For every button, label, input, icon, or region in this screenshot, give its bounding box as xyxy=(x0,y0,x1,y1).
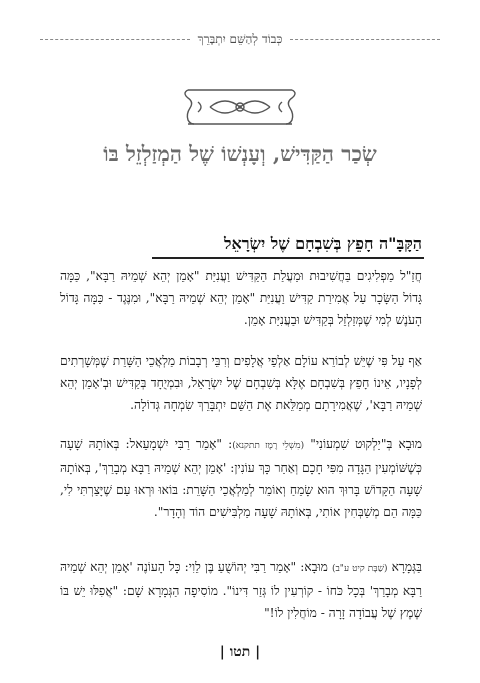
section-heading-underline xyxy=(152,257,424,259)
running-header xyxy=(40,31,440,49)
paragraph-3-source-ref: (מִשְׁלֵי רֶמֶז תתקנא) xyxy=(232,441,305,451)
paragraph-4 xyxy=(60,556,422,624)
page-number: | תטו | xyxy=(219,644,261,660)
paragraph-2: אַף עַל פִּי שֶׁיֵּשׁ לְבוֹרֵא עוֹלָם אַלְפֵי אֲלָפִים וְרִבֵּי רְבָבוֹת מַלְאֲכֵי הַשָּׁרֵת שֶׁמְּשָׁרְתִים לְפָנָיו, אֵינוֹ חָפֵץ בְּשִׁבְחָם אֶלָּא בְּשִׁבְחָם שֶׁל יִשְׂרָאֵל, וּבִמְיֻחָד בְּקַדִּישׁ וּבְ'אָמֵן יְהֵא שְׁמֵיהּ רַבָּא', שֶׁאֲמִירָתָם מְמַלֵּאת אֶת הַשֵּׁם יִתְבָּרֵךְ שִׂמְחָה גְּדוֹלָה. xyxy=(60,354,422,412)
header-title: כְּבוֹד לְהַשֵּׁם יִתְבָּרֵךְ xyxy=(197,32,283,46)
paragraph-1: חֲזַ"ל מַפְלִיגִים בַּחֲשִׁיבוּת וּמַעֲלַת הַקַּדִּישׁ וַעֲנִיַּת "אָמֵן יְהֵא שְׁמֵיהּ רַבָּא", כַּמָּה גָּדוֹל הַשָּׂכָר עַל אֲמִירַת קַדִּישׁ וַעֲנִיַּת "אָמֵן יְהֵא שְׁמֵיהּ רַבָּא", וּמִנֶּגֶד - כַּמָּה גָּדוֹל הָעֹנֶשׁ לְמִי שֶׁמְּזַלְזֵל בְּקַדִּישׁ וּבַעֲנִיַּת אָמֵן. xyxy=(60,269,422,327)
section-heading: הַקָּבָּ"ה חָפֵץ בְּשִׁבְחָם שֶׁל יִשְׂרָאֵל xyxy=(224,234,422,253)
paragraph-4-lead: בַּגְּמָרָא xyxy=(387,560,423,574)
paragraph-4-body: מוּבָא: "אָמַר רַבִּי יְהוֹשֻׁעַ בֶּן לֵוִי: כָּל הָעוֹנֶה 'אָמֵן יְהֵא שְׁמֵיהּ רַבָּא מְבָרַךְ' בְּכָל כֹּחוֹ - קוֹרְעִין לוֹ גְּזַר דִּינוֹ". מוֹסִיפָה הַגְּמָרָא שָׁם: "אֲפִלּוּ יֵשׁ בּוֹ שֶׁמֶץ שֶׁל עֲבוֹדָה זָרָה - מוֹחֲלִין לוֹ!" xyxy=(60,560,422,620)
decorative-ornament xyxy=(180,80,300,134)
header-divider-right xyxy=(290,39,440,40)
paragraph-3 xyxy=(60,433,422,523)
header-divider-left xyxy=(40,39,190,40)
chapter-title: שְׂכַר הַקַּדִּישׁ, וְעָנְשׁוֹ שֶׁל הַמְזַלְזֵל בּוֹ xyxy=(103,141,377,166)
paragraph-3-body: : "אָמַר רַבִּי יִשְׁמָעֵאל: בְּאוֹתָהּ שָׁעָה כְּשֶׁשּׁוֹמְעִין הַגָּדָה מִפִּי חָכָם וְאַחַר כָּךְ עוֹנִין: 'אָמֵן יְהֵא שְׁמֵיהּ רַבָּא מְבָרַךְ', בְּאוֹתָהּ שָׁעָה הַקָּדוֹשׁ בָּרוּךְ הוּא שָׂמֵחַ וְאוֹמֵר לְמַלְאֲכֵי הַשָּׁרֵת: בּוֹאוּ וּרְאוּ עַם שֶׁיָּצַרְתִּי לִי, כַּמָּה הֵם מְשַׁבְּחִין אוֹתִי, בְּאוֹתָהּ שָׁעָה מַלְבִּישִׁים הוֹד וְהָדָר". xyxy=(60,437,422,519)
paragraph-3-lead: מוּבָא בְּ"יַלְקוּט שִׁמְעוֹנִי" xyxy=(304,437,422,451)
paragraph-4-source-ref: (שַׁבָּת קיט ע"ב) xyxy=(331,564,388,574)
